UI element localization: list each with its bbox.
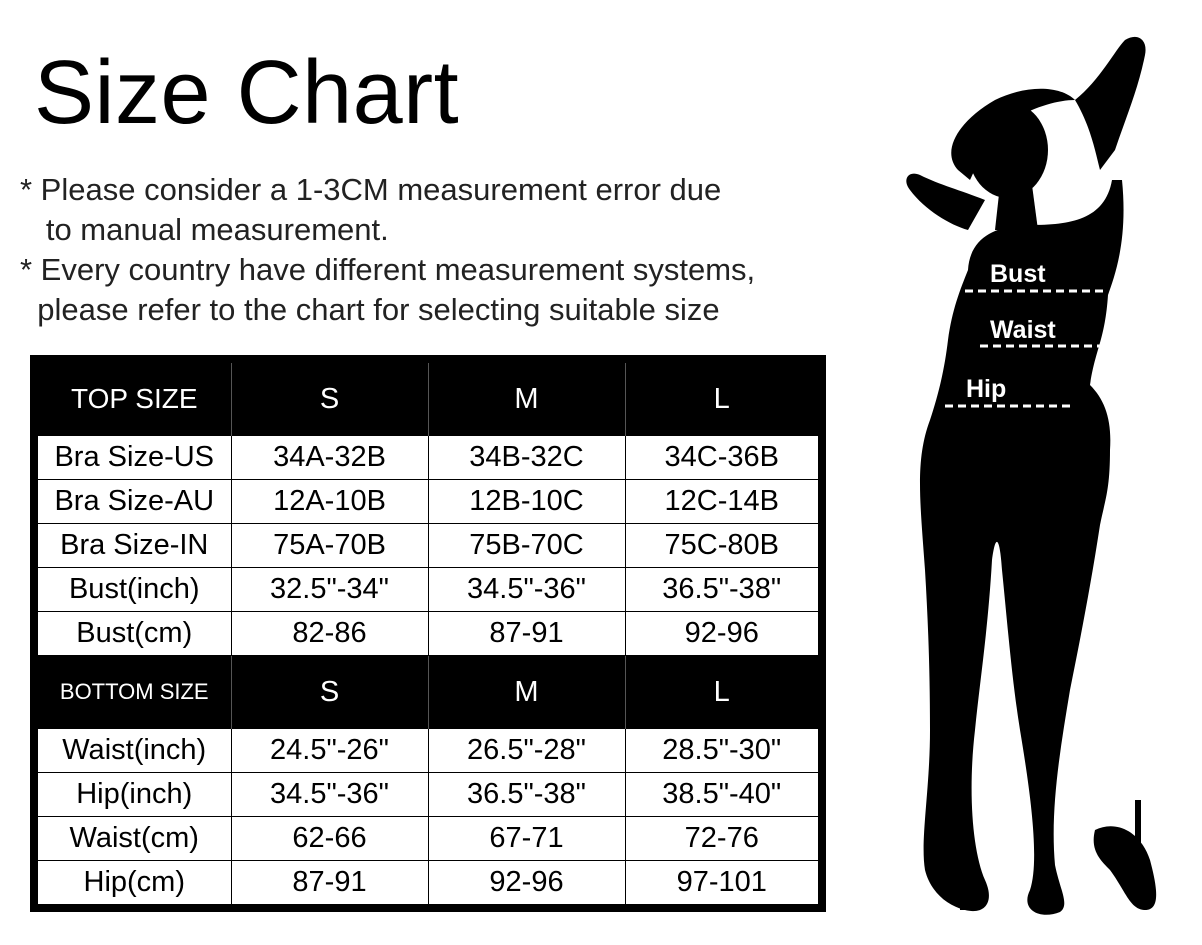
body-silhouette [900, 30, 1200, 920]
table-cell: 36.5"-38" [625, 568, 822, 612]
silhouette-icon [900, 30, 1200, 920]
note-line: please refer to the chart for selecting suitable size [20, 292, 720, 327]
notes [20, 170, 880, 330]
table-cell: 34B-32C [428, 436, 625, 480]
waist-label: Waist [990, 316, 1056, 344]
table-cell: 34A-32B [231, 436, 428, 480]
header-cell: S [231, 359, 428, 436]
table-cell: 87-91 [428, 612, 625, 656]
table-cell: 36.5"-38" [428, 773, 625, 817]
row-label: Bra Size-US [34, 436, 231, 480]
header-cell: BOTTOM SIZE [34, 656, 231, 729]
header-cell: TOP SIZE [34, 359, 231, 436]
table-cell: 87-91 [231, 861, 428, 909]
table-cell: 75B-70C [428, 524, 625, 568]
table-row [34, 729, 822, 773]
row-label: Bust(cm) [34, 612, 231, 656]
table-cell: 75A-70B [231, 524, 428, 568]
table-cell: 75C-80B [625, 524, 822, 568]
table-cell: 34C-36B [625, 436, 822, 480]
bust-label: Bust [990, 260, 1046, 288]
table-row [34, 436, 822, 480]
top-size-header [34, 359, 822, 436]
table-cell: 12B-10C [428, 480, 625, 524]
table-cell: 24.5"-26" [231, 729, 428, 773]
table-cell: 38.5"-40" [625, 773, 822, 817]
header-cell: L [625, 656, 822, 729]
table-cell: 82-86 [231, 612, 428, 656]
hip-label: Hip [966, 375, 1007, 403]
header-cell: L [625, 359, 822, 436]
header-cell: M [428, 656, 625, 729]
row-label: Bra Size-IN [34, 524, 231, 568]
table-row [34, 817, 822, 861]
row-label: Waist(cm) [34, 817, 231, 861]
table-cell: 97-101 [625, 861, 822, 909]
bottom-size-header [34, 656, 822, 729]
page-title: Size Chart [34, 43, 460, 143]
row-label: Bust(inch) [34, 568, 231, 612]
table-row [34, 773, 822, 817]
table-cell: 32.5"-34" [231, 568, 428, 612]
table-row [34, 524, 822, 568]
table-cell: 12C-14B [625, 480, 822, 524]
header-cell: M [428, 359, 625, 436]
table-cell: 67-71 [428, 817, 625, 861]
table-cell: 34.5"-36" [428, 568, 625, 612]
table-row [34, 480, 822, 524]
table-cell: 92-96 [625, 612, 822, 656]
table-cell: 72-76 [625, 817, 822, 861]
row-label: Waist(inch) [34, 729, 231, 773]
table-row [34, 568, 822, 612]
size-table [30, 355, 826, 912]
row-label: Hip(inch) [34, 773, 231, 817]
table-row [34, 861, 822, 909]
row-label: Bra Size-AU [34, 480, 231, 524]
table-cell: 12A-10B [231, 480, 428, 524]
header-cell: S [231, 656, 428, 729]
note-line: to manual measurement. [20, 212, 389, 247]
table-cell: 26.5"-28" [428, 729, 625, 773]
table-cell: 92-96 [428, 861, 625, 909]
note-line: * Please consider a 1-3CM measurement error due [20, 172, 722, 207]
table-cell: 62-66 [231, 817, 428, 861]
table-row [34, 612, 822, 656]
table-cell: 28.5"-30" [625, 729, 822, 773]
note-line: * Every country have different measurement systems, [20, 252, 756, 287]
row-label: Hip(cm) [34, 861, 231, 909]
table-cell: 34.5"-36" [231, 773, 428, 817]
